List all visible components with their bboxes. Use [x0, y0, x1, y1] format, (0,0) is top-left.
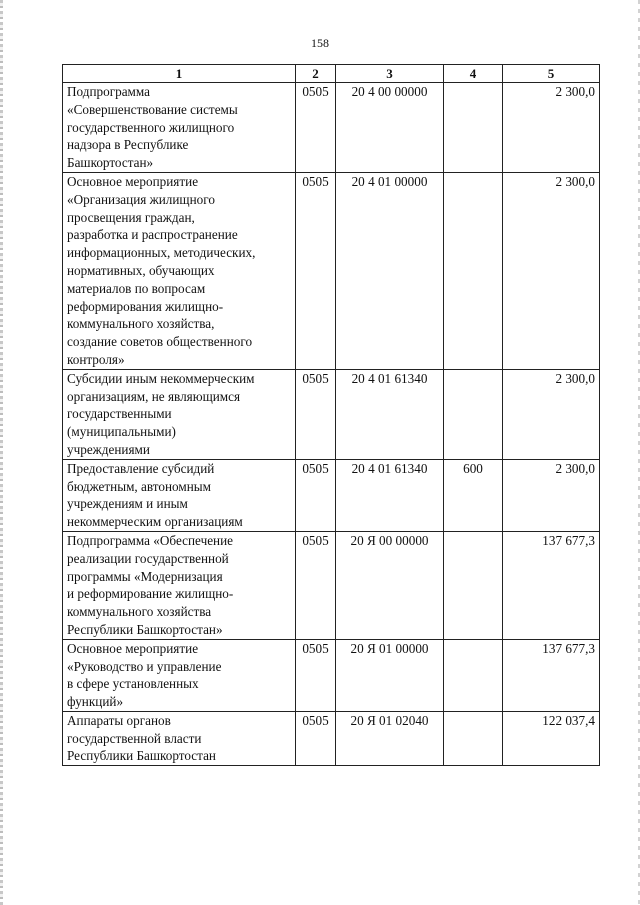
row-name-line: бюджетным, автономным: [67, 478, 211, 494]
row-name-line: Основное мероприятие: [67, 173, 199, 189]
table-body: [63, 83, 600, 766]
row-name-line: государственной власти: [67, 730, 202, 746]
row-target-code: 20 4 01 61340: [336, 459, 444, 531]
row-section-code: 0505: [296, 639, 336, 711]
row-name-cell: [63, 172, 296, 369]
row-expense-type: 600: [444, 459, 503, 531]
row-name-line: в сфере установленных: [67, 676, 199, 692]
row-target-code: 20 4 01 00000: [336, 172, 444, 369]
row-expense-type: [444, 172, 503, 369]
row-name-line: некоммерческим организациям: [67, 514, 243, 530]
table-row: [63, 639, 600, 711]
table-header-row: [63, 65, 600, 83]
row-amount: 2 300,0: [503, 459, 600, 531]
table-row: [63, 83, 600, 173]
row-name-line: Республики Башкортостан»: [67, 621, 223, 637]
row-name-line: (муниципальными): [67, 424, 176, 440]
row-section-code: 0505: [296, 83, 336, 173]
row-name-line: функций»: [67, 694, 124, 710]
row-name-line: коммунального хозяйства: [67, 604, 212, 620]
row-name-line: государственного жилищного: [67, 119, 235, 135]
row-amount: 122 037,4: [503, 711, 600, 765]
row-name-line: Подпрограмма: [67, 84, 151, 99]
row-name-line: материалов по вопросам: [67, 280, 206, 296]
page-number: 158: [311, 36, 329, 50]
row-target-code: 20 Я 00 00000: [336, 531, 444, 639]
header-col-1: 1: [63, 65, 296, 83]
row-expense-type: [444, 711, 503, 765]
row-name-cell: [63, 531, 296, 639]
row-name-line: Аппараты органов: [67, 712, 171, 728]
row-target-code: 20 4 01 61340: [336, 369, 444, 459]
table-row: [63, 459, 600, 531]
row-name-line: надзора в Республике: [67, 137, 189, 153]
row-amount: 2 300,0: [503, 172, 600, 369]
header-col-4: 4: [444, 65, 503, 83]
scan-edge-left: [0, 0, 3, 905]
row-name-line: Основное мероприятие: [67, 640, 199, 656]
row-target-code: 20 Я 01 02040: [336, 711, 444, 765]
row-name-cell: [63, 459, 296, 531]
row-name-line: разработка и распространение: [67, 227, 238, 243]
row-name-cell: [63, 83, 296, 173]
row-section-code: 0505: [296, 369, 336, 459]
row-name-line: «Руководство и управление: [67, 658, 222, 674]
row-name-line: Башкортостан»: [67, 155, 154, 171]
row-expense-type: [444, 531, 503, 639]
row-name-cell: [63, 711, 296, 765]
row-name-cell: [63, 369, 296, 459]
row-name-line: просвещения граждан,: [67, 209, 195, 225]
row-amount: 2 300,0: [503, 83, 600, 173]
header-col-3: 3: [336, 65, 444, 83]
row-target-code: 20 Я 01 00000: [336, 639, 444, 711]
row-name-line: «Совершенствование системы: [67, 101, 238, 117]
table-row: [63, 711, 600, 765]
table-row: [63, 369, 600, 459]
row-section-code: 0505: [296, 711, 336, 765]
row-name-line: программы «Модернизация: [67, 568, 223, 584]
row-name-line: контроля»: [67, 351, 125, 367]
row-name-line: реформирования жилищно-: [67, 298, 224, 314]
header-col-5: 5: [503, 65, 600, 83]
budget-table: [62, 64, 600, 766]
table-row: [63, 531, 600, 639]
row-name-line: нормативных, обучающих: [67, 262, 215, 278]
row-name-line: государственными: [67, 406, 172, 422]
row-name-line: организациям, не являющимся: [67, 388, 241, 404]
header-col-2: 2: [296, 65, 336, 83]
row-expense-type: [444, 369, 503, 459]
row-expense-type: [444, 83, 503, 173]
row-target-code: 20 4 00 00000: [336, 83, 444, 173]
row-name-line: Республики Башкортостан: [67, 748, 216, 764]
row-amount: 2 300,0: [503, 369, 600, 459]
row-name-line: коммунального хозяйства,: [67, 316, 215, 332]
row-name-line: информационных, методических,: [67, 245, 256, 261]
row-name-line: «Организация жилищного: [67, 191, 215, 207]
row-name-line: реализации государственной: [67, 550, 229, 566]
row-name-line: учреждениями: [67, 441, 150, 457]
row-name-line: Подпрограмма «Обеспечение: [67, 532, 234, 548]
row-name-line: и реформирование жилищно-: [67, 586, 234, 602]
row-section-code: 0505: [296, 172, 336, 369]
row-name-line: создание советов общественного: [67, 334, 253, 350]
row-name-cell: [63, 639, 296, 711]
row-section-code: 0505: [296, 531, 336, 639]
row-amount: 137 677,3: [503, 639, 600, 711]
row-name-line: Субсидии иным некоммерческим: [67, 370, 255, 386]
row-amount: 137 677,3: [503, 531, 600, 639]
row-name-line: Предоставление субсидий: [67, 460, 215, 476]
row-expense-type: [444, 639, 503, 711]
row-section-code: 0505: [296, 459, 336, 531]
row-name-line: учреждениям и иным: [67, 496, 188, 512]
table-row: [63, 172, 600, 369]
